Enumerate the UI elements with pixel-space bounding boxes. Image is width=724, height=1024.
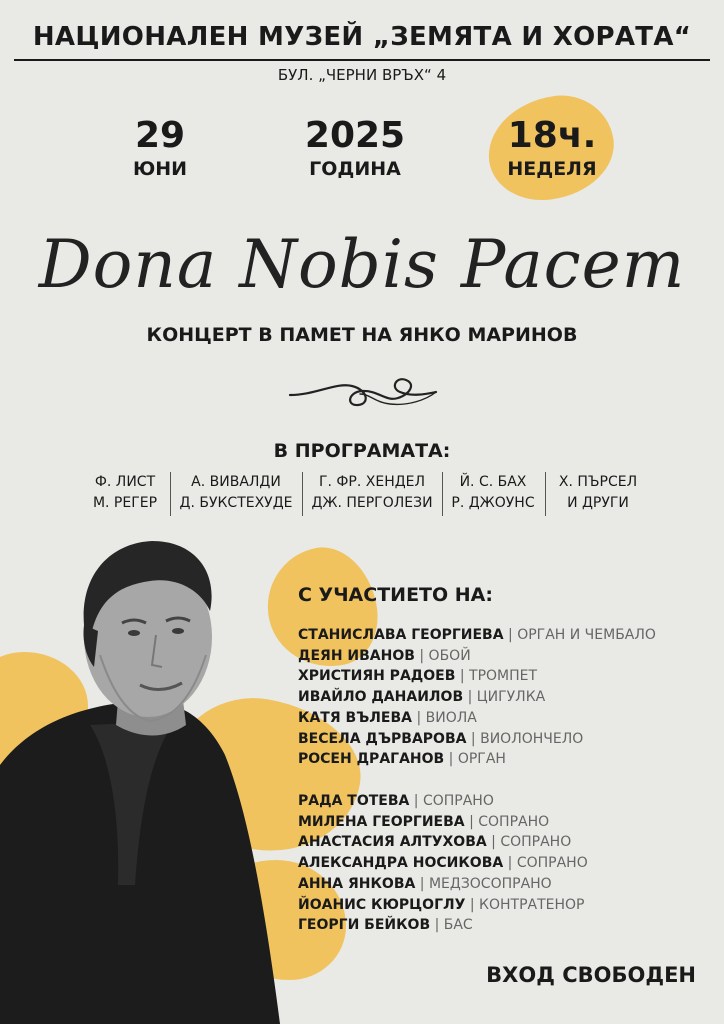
venue-title: НАЦИОНАЛЕН МУЗЕЙ „ЗЕМЯТА И ХОРАТА“: [32, 22, 692, 52]
performer-role: ЦИГУЛКА: [476, 689, 546, 706]
column-divider: [302, 472, 303, 516]
concert-subtitle: КОНЦЕРТ В ПАМЕТ НА ЯНКО МАРИНОВ: [146, 324, 578, 346]
performer-row: [298, 853, 588, 874]
composer-name: А. ВИВАЛДИ: [191, 474, 281, 490]
performer-row: [298, 729, 583, 750]
performer-name: МИЛЕНА ГЕОРГИЕВА: [298, 813, 465, 830]
composer-column: [304, 472, 440, 516]
performer-name: АННА ЯНКОВА: [298, 875, 416, 892]
separator: |: [459, 668, 465, 685]
column-divider: [170, 472, 171, 516]
performer-role: ОРГАН И ЧЕМБАЛО: [517, 627, 656, 643]
header-divider: [14, 59, 710, 61]
performer-role: ОРГАН: [457, 751, 506, 768]
performer-role: КОНТРАТЕНОР: [479, 896, 585, 913]
composer-name: Х. ПЪРСЕЛ: [558, 474, 638, 490]
performer-name: ГЕОРГИ БЕЙКОВ: [298, 917, 431, 934]
performer-name: АНАСТАСИЯ АЛТУХОВА: [298, 834, 487, 851]
free-entry-label: ВХОД СВОБОДЕН: [486, 963, 696, 987]
separator: |: [416, 709, 422, 726]
performer-name: ВЕСЕЛА ДЪРВАРОВА: [298, 730, 467, 747]
performer-name: РОСЕН ДРАГАНОВ: [298, 751, 445, 768]
performer-role: СОПРАНО: [478, 813, 550, 830]
composer-name: Й. С. БАХ: [459, 474, 527, 490]
separator: |: [470, 730, 476, 747]
date-year-label: ГОДИНА: [309, 158, 401, 180]
composer-name: Д. БУКСТЕХУДЕ: [179, 495, 293, 511]
date-year: 2025: [304, 115, 406, 156]
performer-role: ТРОМПЕТ: [469, 668, 538, 685]
performer-role: ОБОЙ: [428, 647, 471, 664]
performer-name: АЛЕКСАНДРА НОСИКОВА: [298, 855, 504, 872]
performer-row: [298, 749, 506, 770]
performer-row: [298, 874, 552, 895]
performer-name: ХРИСТИЯН РАДОЕВ: [298, 668, 456, 685]
performer-name: РАДА ТОТЕВА: [298, 793, 410, 809]
performer-name: ИВАЙЛО ДАНАИЛОВ: [298, 689, 464, 706]
composer-column: [548, 472, 648, 516]
date-day: 29: [134, 115, 186, 156]
performer-name: ДЕЯН ИВАНОВ: [298, 647, 415, 664]
performer-row: [298, 895, 584, 916]
composer-name: Г. ФР. ХЕНДЕЛ: [318, 474, 426, 490]
performer-row: [298, 708, 477, 729]
separator: |: [419, 875, 425, 892]
performer-role: СОПРАНО: [516, 855, 588, 872]
separator: |: [507, 855, 513, 872]
performer-row: [298, 832, 571, 853]
column-divider: [545, 472, 546, 516]
column-divider: [442, 472, 443, 516]
separator: |: [469, 813, 474, 830]
performer-name: СТАНИСЛАВА ГЕОРГИЕВА: [298, 627, 504, 643]
composer-column: [444, 472, 542, 516]
venue-address: БУЛ. „ЧЕРНИ ВРЪХ“ 4: [277, 66, 447, 84]
composer-name: И ДРУГИ: [567, 495, 629, 511]
performer-name: ЙОАНИС КЮРЦОГЛУ: [298, 896, 466, 913]
separator: |: [448, 751, 454, 768]
date-month: ЮНИ: [132, 158, 188, 180]
performer-role: ВИОЛОНЧЕЛО: [480, 730, 584, 747]
composer-name: Ф. ЛИСТ: [94, 474, 156, 490]
participants-heading: С УЧАСТИЕТО НА:: [298, 584, 493, 606]
performer-row: [298, 666, 537, 687]
performer-row: [298, 646, 471, 667]
separator: |: [508, 627, 513, 643]
separator: |: [491, 834, 496, 851]
performer-row: [298, 625, 656, 646]
separator: |: [469, 896, 475, 913]
event-time: 18ч.: [507, 115, 597, 156]
performer-role: СОПРАНО: [500, 834, 572, 851]
program-heading: В ПРОГРАМАТА:: [273, 440, 451, 462]
performer-role: МЕДЗОСОПРАНО: [428, 875, 552, 892]
performer-row: [298, 812, 549, 833]
performer-row: [298, 791, 494, 812]
concert-title: Dona Nobis Pacem: [38, 226, 686, 303]
separator: |: [434, 917, 440, 934]
separator: |: [419, 647, 425, 664]
ornament-flourish: [286, 370, 440, 416]
portrait-photo: [0, 525, 300, 1024]
separator: |: [413, 793, 419, 809]
performer-role: БАС: [443, 917, 473, 934]
composer-name: ДЖ. ПЕРГОЛЕЗИ: [311, 495, 433, 511]
composer-name: М. РЕГЕР: [92, 495, 158, 511]
performer-role: СОПРАНО: [422, 793, 494, 809]
performer-row: [298, 915, 473, 936]
composer-column: [172, 472, 300, 516]
performer-role: ВИОЛА: [425, 709, 477, 726]
composer-name: Р. ДЖОУНС: [451, 495, 535, 511]
performer-name: КАТЯ ВЪЛЕВА: [298, 709, 413, 726]
performer-row: [298, 687, 545, 708]
separator: |: [467, 689, 473, 706]
composer-column: [82, 472, 168, 516]
event-weekday: НЕДЕЛЯ: [507, 158, 597, 180]
